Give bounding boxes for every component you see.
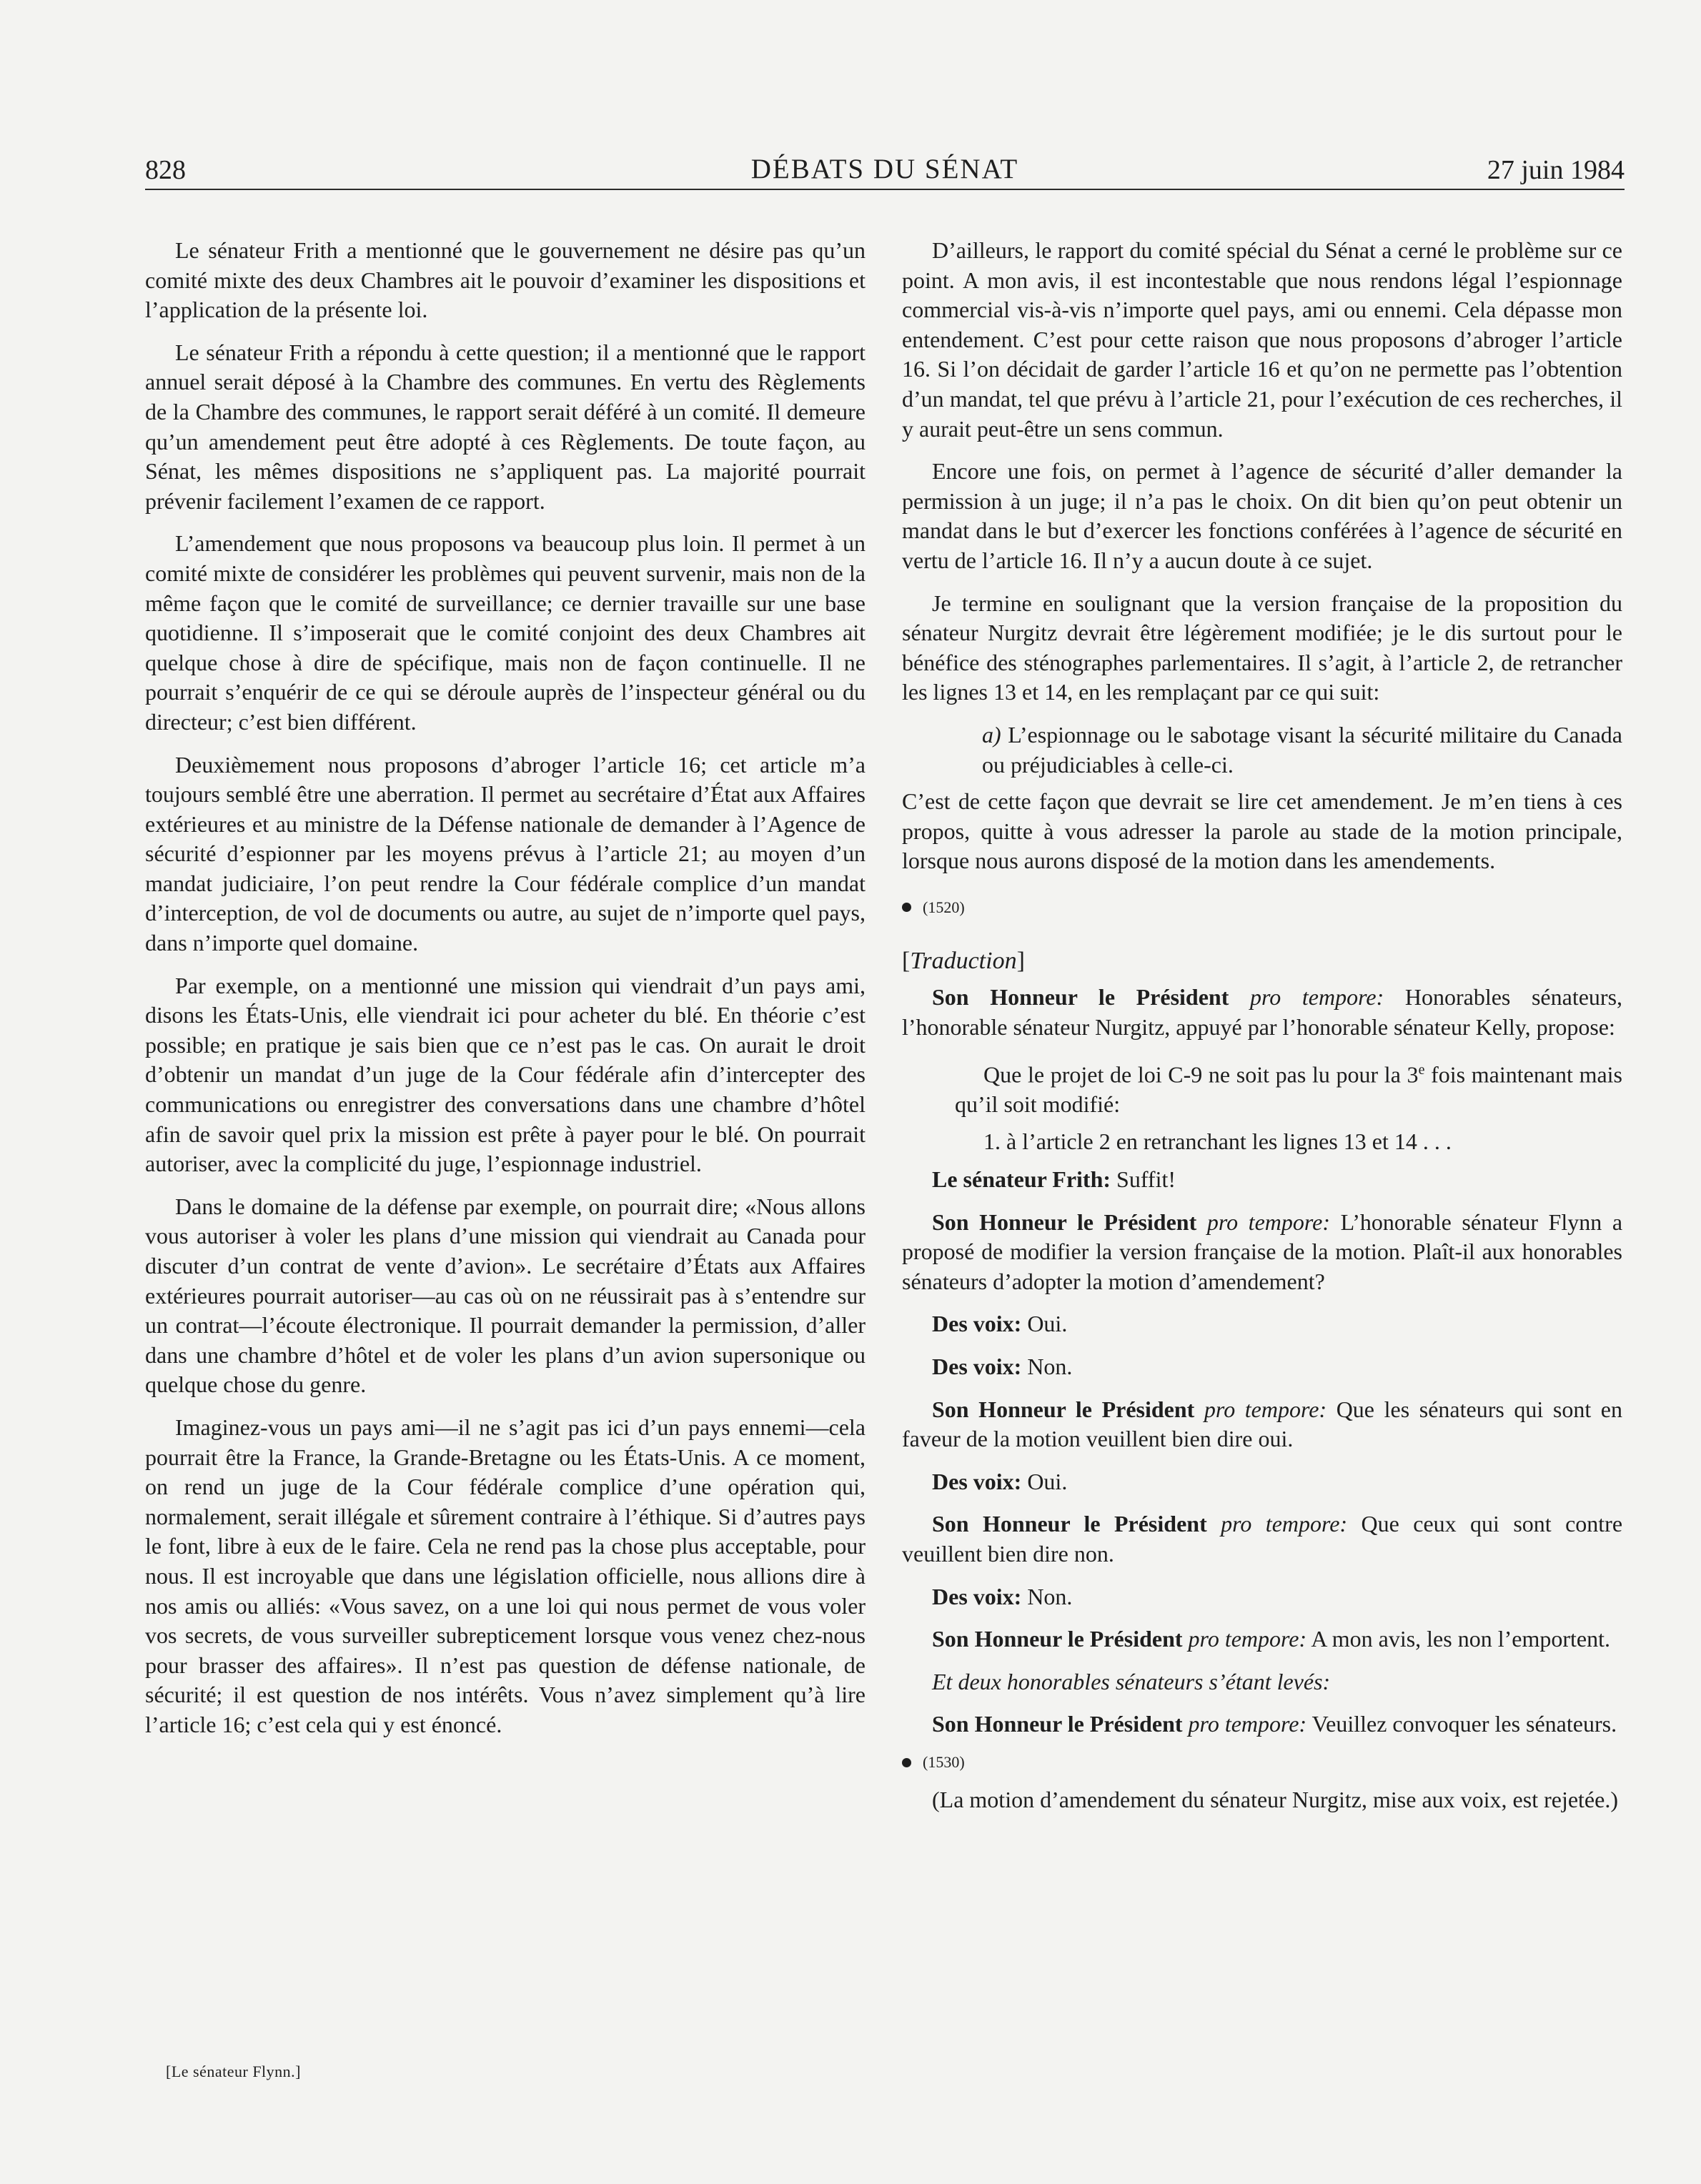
- page-date: 27 juin 1984: [1487, 155, 1625, 185]
- result-statement: (La motion d’amendement du sénateur Nurgitz, mise aux voix, est rejetée.): [932, 1787, 1618, 1812]
- paragraph: Le sénateur Frith a mentionné que le gouvernement ne désire pas qu’un comité mixte des deux Chambres ait le pouvoir d’examiner les dispositions et l’application de la présente loi.: [145, 237, 866, 323]
- paragraph: Par exemple, on a mentionné une mission qui viendrait d’un pays ami, disons les États-Unis, elle viendrait ici pour acheter du blé. En théorie c’est possible; en pratique je sais bien que ce n’est pas le cas. On aurait le droit d’obtenir un mandat d’un juge de la Cour fédérale afin d’intercepter des communications ou enregistrer des conversations dans une chambre d’hôtel afin de savoir quel prix la mission est prête à payer pour le blé. On pourrait autoriser, avec la complicité du juge, l’espionnage industriel.: [145, 972, 866, 1177]
- quote-letter: a): [982, 721, 1001, 748]
- paragraph: Le sénateur Frith a répondu à cette question; il a mentionné que le rapport annuel serait déposé à la Chambre des communes. En vertu des Règlements de la Chambre des communes, le rapport serait déféré à un comité. Il demeure qu’un amendement peut être adopté à ces Règlements. De toute façon, au Sénat, les mêmes dispositions ne s’appliquent pas. La majorité pourrait prévenir facilement l’examen de ce rapport.: [145, 339, 866, 514]
- speech: Son Honneur le Président pro tempore: Honorables sénateurs, l’honorable sénateur Nurgitz, appuyé par l’honorable sénateur Kelly, propose:: [902, 984, 1623, 1041]
- left-column: [145, 236, 866, 1753]
- time-marker: [902, 1752, 1622, 1772]
- speech: Des voix: Non.: [932, 1583, 1073, 1609]
- speech: Son Honneur le Président pro tempore: Veuillez convoquer les sénateurs.: [932, 1711, 1617, 1737]
- stage-direction: Et deux honorables sénateurs s’étant levés:: [932, 1668, 1331, 1694]
- resolution-text: Que le projet de loi C-9 ne soit pas lu pour la 3e fois maintenant mais qu’il soit modifié:: [955, 1061, 1623, 1117]
- paragraph: Imaginez-vous un pays ami—il ne s’agit pas ici d’un pays ennemi—cela pourrait être la France, la Grande-Bretagne ou les États-Unis. A ce moment, on rend un juge de la Cour fédérale complice d’une opération qui, normalement, serait illégale et sûrement contraire à l’éthique. Si d’autres pays le font, libre à eux de le faire. Cela ne rend pas la chose plus acceptable, pour nous. Il est incroyable que dans une législation officielle, nous allions dire à nos amis ou alliés: «Vous savez, on a une loi qui nous permet de vous voler vos secrets, de vous surveiller subrepticement lorsque vous venez chez-nous pour brasser des affaires». Il n’est pas question de défense nationale, de sécurité; il est question de nos intérêts. Vous n’avez simplement qu’à lire l’article 16; c’est cela qui y est énoncé.: [145, 1414, 866, 1737]
- translation-label: [Traduction]: [902, 947, 1025, 974]
- page-number: 828: [145, 155, 186, 185]
- speech: Son Honneur le Président pro tempore: A mon avis, les non l’emportent.: [932, 1626, 1610, 1652]
- paragraph: D’ailleurs, le rapport du comité spécial du Sénat a cerné le problème sur ce point. A mon avis, il est incontestable que nous rendons légal l’espionnage commercial vis-à-vis n’importe quel pays, ami ou ennemi. Cela dépasse mon entendement. C’est pour cette raison que nous proposons d’abroger l’article 16. Si l’on décidait de garder l’article 16 et qu’on ne permette pas l’obtention d’un mandat, tel que prévu à l’article 21, pour l’exécution de ces recherches, il y aurait peut-être un sens commun.: [902, 237, 1622, 442]
- speech: Le sénateur Frith: Suffit!: [932, 1166, 1176, 1193]
- speech: Son Honneur le Président pro tempore: Que ceux qui sont contre veuillent bien dire non.: [902, 1511, 1623, 1567]
- paragraph: C’est de cette façon que devrait se lire cet amendement. Je m’en tiens à ces propos, quitte à vous adresser la parole au stade de la motion principale, lorsque nous aurons disposé de la motion dans les amendements.: [902, 788, 1622, 874]
- quoted-amendment: [902, 720, 1622, 780]
- speech: Des voix: Non.: [932, 1354, 1073, 1380]
- page-header: [145, 152, 1625, 190]
- speech: Des voix: Oui.: [932, 1311, 1068, 1337]
- paragraph: Encore une fois, on permet à l’agence de sécurité d’aller demander la permission à un juge; il n’a pas le choix. On dit bien qu’on peut obtenir un mandat dans le but d’exercer les fonctions conférées à l’agence de sécurité en vertu de l’article 16. Il n’y a aucun doute à ce sujet.: [902, 458, 1622, 573]
- time-marker-label: (1530): [923, 1753, 965, 1771]
- quote-text: L’espionnage ou le sabotage visant la sécurité militaire du Canada ou préjudiciables à celle-ci.: [982, 721, 1622, 778]
- time-marker-label: (1520): [923, 898, 965, 916]
- bullet-dot-icon: [902, 1758, 911, 1767]
- paragraph: Deuxièmement nous proposons d’abroger l’article 16; cet article m’a toujours semblé être une aberration. Il permet au secrétaire d’État aux Affaires extérieures et au ministre de la Défense nationale de demander à l’Agence de sécurité d’espionner par les moyens prévus à l’article 21; au moyen d’un mandat judiciaire, l’on peut rendre la Cour fédérale complice d’un mandat d’interception, de vol de documents ou autre, au sujet de n’importe quel pays, dans n’importe quel domaine.: [145, 751, 866, 956]
- paragraph: Dans le domaine de la défense par exemple, on pourrait dire; «Nous allons vous autoriser à voler les plans d’une mission qui viendrait au Canada pour discuter d’un contrat de vente d’avion». Le secrétaire d’États aux Affaires extérieures pourrait autoriser—au cas où on ne réussirait pas à s’entendre sur un contrat—l’écoute électronique. Il pourrait demander la permission, d’aller dans une chambre d’hôtel et de voler les plans d’un avion supersonique ou quelque chose du genre.: [145, 1193, 866, 1398]
- resolution-item: 1. à l’article 2 en retranchant les lignes 13 et 14 . . .: [983, 1128, 1452, 1154]
- right-column: [902, 236, 1622, 1828]
- speech: Des voix: Oui.: [932, 1468, 1068, 1494]
- time-marker: [902, 898, 1622, 918]
- bullet-dot-icon: [902, 903, 911, 912]
- speech: Son Honneur le Président pro tempore: Que les sénateurs qui sont en faveur de la motion veuillent bien dire oui.: [902, 1396, 1623, 1452]
- page-title: DÉBATS DU SÉNAT: [750, 154, 1019, 184]
- speaker-footnote: [Le sénateur Flynn.]: [166, 2063, 301, 2080]
- speech: Son Honneur le Président pro tempore: L’honorable sénateur Flynn a proposé de modifier la version française de la motion. Plaît-il aux honorables sénateurs d’adopter la motion d’amendement?: [902, 1208, 1623, 1294]
- paragraph: Je termine en soulignant que la version française de la proposition du sénateur Nurgitz devrait être légèrement modifiée; je le dis surtout pour le bénéfice des sténographes parlementaires. Il s’agit, à l’article 2, de retrancher les lignes 13 et 14, en les remplaçant par ce qui suit:: [902, 590, 1622, 705]
- paragraph: L’amendement que nous proposons va beaucoup plus loin. Il permet à un comité mixte de considérer les problèmes qui peuvent survenir, mais non de la même façon que le comité de surveillance; ce dernier travaille sur une base quotidienne. Il s’imposerait que le comité conjoint des deux Chambres ait quelque chose à dire de spécifique, mais non de façon continuelle. Il ne pourrait s’enquérir de ce qui se déroule auprès de l’inspecteur général ou du directeur; c’est bien différent.: [145, 530, 866, 735]
